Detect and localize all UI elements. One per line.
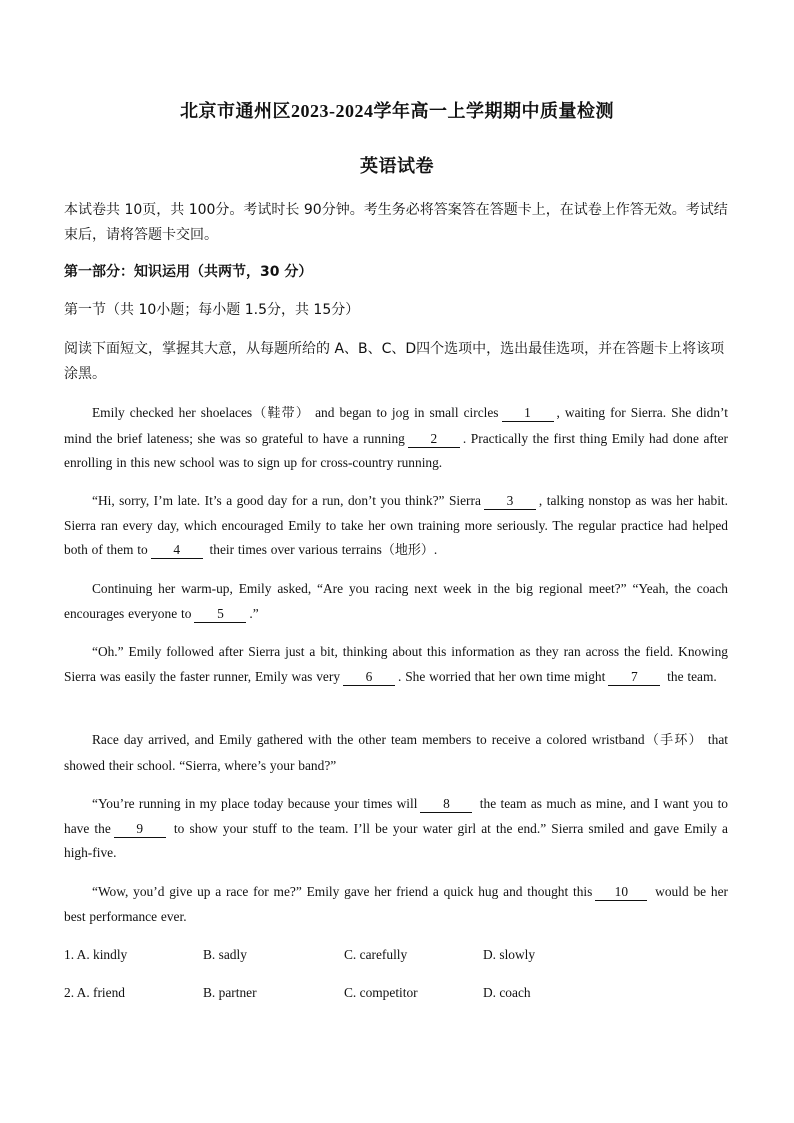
p5-text-a: Race day arrived, and Emily gathered with the other team members to receive a colored wristband bbox=[92, 732, 645, 747]
directions-line-2: 涂黑。 bbox=[64, 366, 106, 382]
p2-note: （地形） bbox=[381, 543, 434, 559]
p5-note: （手环） bbox=[644, 733, 703, 748]
instructions-line-1: 本试卷共 10页，共 100分。考试时长 90分钟。考生务必将答案答在答题卡上，在试卷上作答无效。考试结 bbox=[64, 202, 728, 218]
option-2d[interactable]: D. coach bbox=[483, 985, 531, 1000]
exam-subtitle: 英语试卷 bbox=[360, 156, 434, 176]
p1-text-d: . Practically the first thing Emily had done after enrolling in this new school was to sign up for cross-country running. bbox=[64, 430, 729, 471]
passage-paragraph-4 bbox=[64, 640, 728, 689]
passage-paragraph-6 bbox=[64, 792, 728, 866]
p1-note: （鞋带） bbox=[252, 406, 311, 421]
p4-text-b: . She worried that her own time might bbox=[398, 668, 606, 684]
directions-line-1: 阅读下面短文，掌握其大意，从每题所给的 A、B、C、D四个选项中，选出最佳选项，并在答题卡上将该项 bbox=[64, 341, 725, 357]
p1-text-b: and began to jog in small circles bbox=[310, 405, 499, 420]
p2-text-a: “Hi, sorry, I’m late. It’s a good day for a run, don’t you think?” Sierra bbox=[92, 493, 481, 508]
p3-text-b: .” bbox=[249, 605, 259, 621]
p5-text-b: that showed their school. “Sierra, where’s your band?” bbox=[64, 732, 728, 773]
blank-4: 4 bbox=[151, 542, 203, 559]
blank-3: 3 bbox=[484, 493, 536, 510]
p2-text-c: their times over various terrains bbox=[205, 542, 382, 558]
option-1c[interactable]: C. carefully bbox=[344, 947, 408, 962]
p1-text-a: Emily checked her shoelaces bbox=[92, 405, 253, 420]
p6-text-b: the team as much as mine, and I want you to have the bbox=[64, 796, 728, 836]
p4-text-c: the team. bbox=[663, 668, 717, 684]
option-1b[interactable]: B. sadly bbox=[203, 947, 247, 962]
blank-7: 7 bbox=[608, 669, 660, 686]
blank-1: 1 bbox=[502, 405, 554, 422]
section1-heading: 第一节（共 10小题；每小题 1.5分，共 15分） bbox=[64, 302, 360, 318]
passage-paragraph-2 bbox=[64, 489, 728, 564]
blank-10: 10 bbox=[595, 884, 647, 901]
p6-text-a: “You’re running in my place today because your times will bbox=[92, 796, 418, 811]
blank-8: 8 bbox=[420, 796, 472, 813]
p2-text-b: , talking nonstop as was her habit. Sierra ran every day, which encouraged Emily to take her own training more seriously. The regular practice had helped both of them to bbox=[64, 493, 728, 558]
p6-text-c: to show your stuff to the team. I’ll be your water girl at the end.” Sierra smiled and gave Emily a high-five. bbox=[64, 820, 728, 861]
exam-instructions bbox=[64, 198, 730, 248]
option-2b[interactable]: B. partner bbox=[203, 985, 257, 1000]
exam-title: 北京市通州区2023-2024学年高一上学期期中质量检测 bbox=[180, 101, 614, 121]
part1-heading: 第一部分：知识运用（共两节，30 分） bbox=[64, 264, 313, 280]
option-1a[interactable]: 1. A. kindly bbox=[64, 947, 128, 962]
section-directions bbox=[64, 337, 730, 387]
blank-9: 9 bbox=[114, 821, 166, 838]
blank-5: 5 bbox=[194, 606, 246, 623]
option-1d[interactable]: D. slowly bbox=[483, 947, 536, 962]
blank-2: 2 bbox=[408, 431, 460, 448]
passage-paragraph-1 bbox=[64, 401, 728, 476]
passage-paragraph-3 bbox=[64, 577, 728, 626]
p7-text-b: would be her best performance ever. bbox=[64, 884, 729, 924]
p7-text-a: “Wow, you’d give up a race for me?” Emily gave her friend a quick hug and thought this bbox=[92, 884, 593, 899]
p2-text-d: . bbox=[433, 542, 438, 558]
option-2a[interactable]: 2. A. friend bbox=[64, 985, 125, 1000]
blank-6: 6 bbox=[343, 669, 395, 686]
passage-paragraph-7 bbox=[64, 880, 728, 929]
instructions-line-2: 束后，请将答题卡交回。 bbox=[64, 227, 218, 243]
option-2c[interactable]: C. competitor bbox=[344, 985, 418, 1000]
question-1-options bbox=[64, 947, 730, 967]
p3-text-a: Continuing her warm-up, Emily asked, “Are you racing next week in the big regional meet?” “Yeah, the coach encourages everyone to bbox=[64, 581, 728, 621]
p4-text-a: “Oh.” Emily followed after Sierra just a bit, thinking about this information as they ran across the field. Knowing Sierra was easily the faster runner, Emily was very bbox=[64, 644, 728, 684]
question-2-options bbox=[64, 985, 730, 1005]
passage-paragraph-5 bbox=[64, 728, 728, 778]
p1-text-c: , waiting for Sierra. She didn’t mind the brief lateness; she was so grateful to have a running bbox=[64, 405, 728, 446]
